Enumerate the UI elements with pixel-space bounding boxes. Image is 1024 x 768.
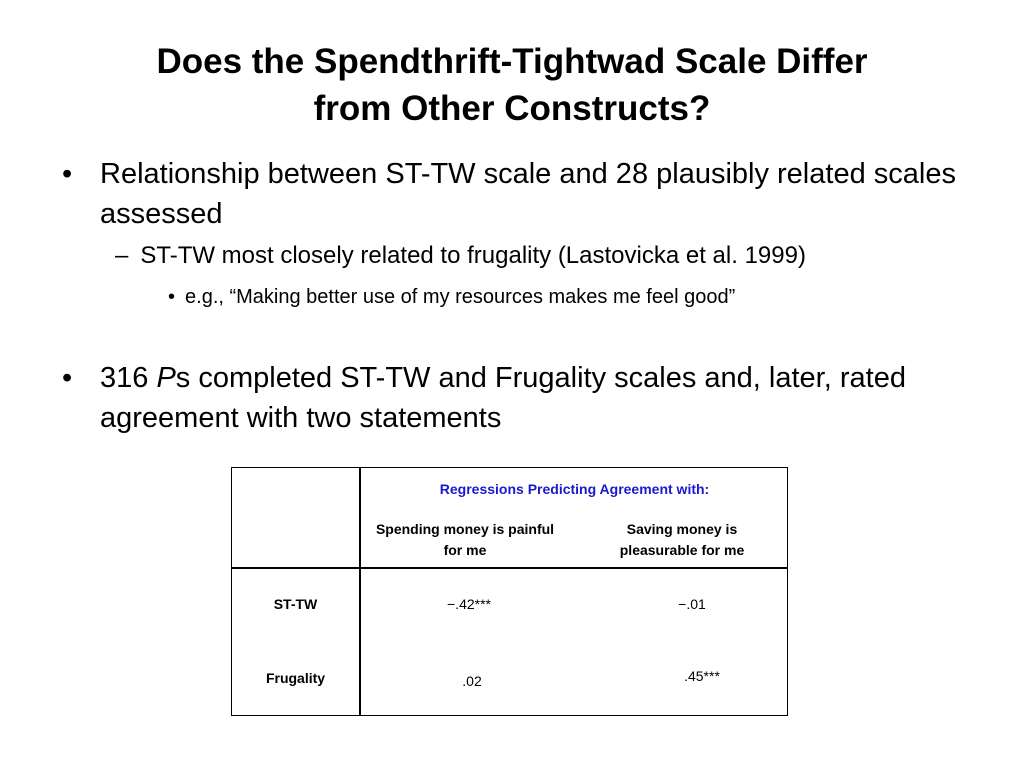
column-header-saving: Saving money is pleasurable for me <box>619 521 745 558</box>
bullet-text-2-rest: s completed ST-TW and Frugality scales and, later, rated agreement with two statements <box>100 362 906 434</box>
bullet-item-2 <box>62 358 962 438</box>
sub-bullet-item-1 <box>115 240 806 272</box>
bullet-text-2 <box>100 358 962 438</box>
bullet-dot: • <box>62 362 73 394</box>
sub-bullet-text-1: ST-TW most closely related to frugality (Lastovicka et al. 1999) <box>140 242 806 269</box>
table-vertical-divider <box>359 468 361 715</box>
row-label-st-tw: ST-TW <box>273 596 318 612</box>
bullet-item-1 <box>62 154 962 234</box>
bullet-text-2-italic: P <box>156 362 176 394</box>
column-header-spending: Spending money is painful for me <box>375 521 555 558</box>
table-heading: Regressions Predicting Agreement with: <box>439 481 710 497</box>
table-cell-st-tw-saving: −.01 <box>678 596 706 612</box>
title-line-2: from Other Constructs? <box>313 89 711 128</box>
table-horizontal-divider <box>232 567 787 569</box>
bullet-text-1: Relationship between ST-TW scale and 28 plausibly related scales assessed <box>100 158 956 230</box>
bullet-text-2-prefix: 316 <box>100 362 157 394</box>
sub-sub-bullet-item-1 <box>168 283 735 311</box>
sub-sub-bullet-text-1: e.g., “Making better use of my resources makes me feel good” <box>185 286 736 308</box>
table-cell-frugality-saving: .45*** <box>684 668 720 684</box>
title-line-1: Does the Spendthrift-Tightwad Scale Differ <box>156 42 868 81</box>
table-cell-frugality-spending: .02 <box>462 673 482 689</box>
row-label-frugality: Frugality <box>265 670 326 686</box>
table-cell-st-tw-spending: −.42*** <box>447 596 491 612</box>
slide-title <box>0 38 1024 132</box>
small-bullet-dot: • <box>168 286 176 308</box>
dash-mark: – <box>115 242 129 269</box>
bullet-dot: • <box>62 158 73 190</box>
regression-table <box>231 467 788 716</box>
